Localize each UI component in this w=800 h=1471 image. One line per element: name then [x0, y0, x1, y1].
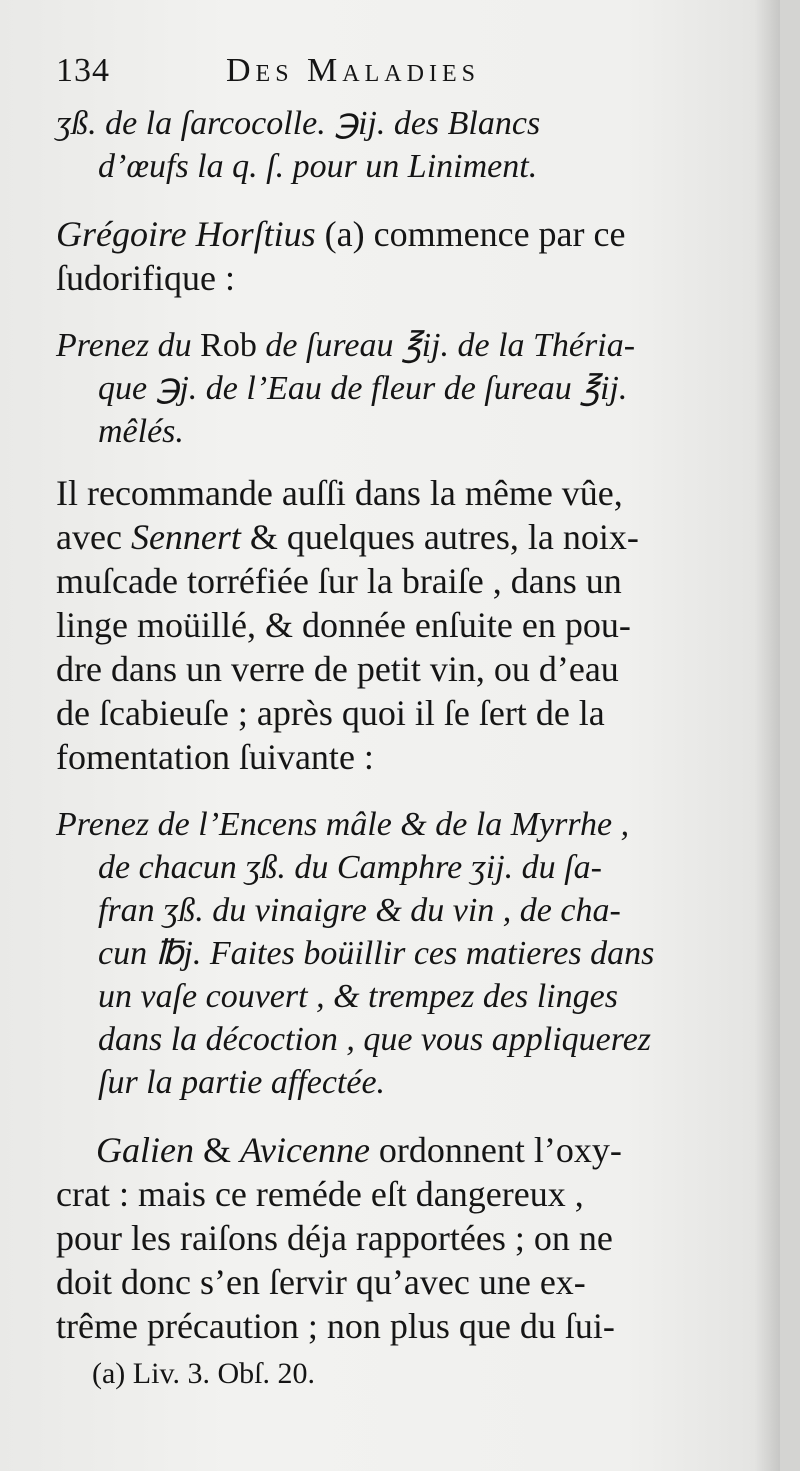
text-span: Rob: [200, 327, 257, 364]
paragraph-nutmeg: [56, 471, 740, 779]
text-line: ſur la partie affectée.: [98, 1064, 386, 1101]
text-span: Prenez du: [56, 327, 201, 364]
paragraph-horstius: [56, 212, 740, 300]
author-name: Sennert: [130, 517, 241, 557]
text-line: dre dans un verre de petit vin, ou d’eau: [56, 649, 619, 689]
recipe-sudorific: [56, 324, 740, 453]
text-span: ordonnent l’oxy-: [369, 1130, 622, 1170]
text-span: commence par ce: [364, 214, 626, 254]
text-line: linge moüillé, & donnée enſuite en pou-: [56, 605, 631, 645]
text-span: &: [193, 1130, 240, 1170]
text-line: fran ʒß. du vinaigre & du vin , de cha-: [98, 892, 621, 929]
text-line: Il recommande auſſi dans la même vûe,: [56, 473, 623, 513]
text-line: que ℈j. de l’Eau de fleur de ſureau ℥ij.: [98, 370, 628, 407]
text-line: de ſcabieuſe ; après quoi il ſe ſert de la: [56, 693, 605, 733]
text-line: ʒß. de la ſarcocolle. ℈ij. des Blancs: [56, 105, 541, 142]
text-line: pour les raiſons déja rapportées ; on ne: [56, 1218, 613, 1258]
text-line: ſudorifique :: [56, 258, 235, 298]
text-line: d’œufs la q. ſ. pour un Liniment.: [98, 148, 538, 185]
text-line: trême précaution ; non plus que du ſui-: [56, 1306, 615, 1346]
running-title: Des Maladies: [226, 52, 480, 89]
page-header: [56, 52, 740, 102]
text-line: dans la décoction , que vous appliquerez: [98, 1021, 652, 1058]
text-line: doit donc s’en ſervir qu’avec une ex-: [56, 1262, 586, 1302]
text-line: Prenez de l’Encens mâle & de la Myrrhe ,: [56, 806, 630, 843]
text-line: crat : mais ce reméde eſt dangereux ,: [56, 1174, 584, 1214]
author-name: Galien: [96, 1130, 194, 1170]
recipe-fomentation: [56, 803, 740, 1104]
recipe-continuation: [56, 102, 740, 188]
author-name: Grégoire Horſtius: [56, 214, 316, 254]
text-span: avec: [56, 517, 131, 557]
text-line: cun ℔j. Faites boüillir ces matieres dans: [98, 935, 655, 972]
text-line: fomentation ſuivante :: [56, 737, 374, 777]
page-number: 134: [56, 52, 110, 89]
footnote-ref: (a): [324, 214, 365, 254]
text-line: mêlés.: [98, 413, 184, 450]
paragraph-oxycrat: [56, 1128, 740, 1348]
author-name: Avicenne: [240, 1130, 370, 1170]
text-line: un vaſe couvert , & trempez des linges: [98, 978, 618, 1015]
footnote: (a) Liv. 3. Obſ. 20.: [92, 1357, 316, 1390]
text-span: & quelques autres, la noix-: [240, 517, 639, 557]
text-line: de chacun ʒß. du Camphre ʒij. du ſa-: [98, 849, 602, 886]
text-line: muſcade torréfiée ſur la braiſe , dans un: [56, 561, 622, 601]
text-span: de ſureau ℥ij. de la Thériа-: [256, 327, 636, 364]
